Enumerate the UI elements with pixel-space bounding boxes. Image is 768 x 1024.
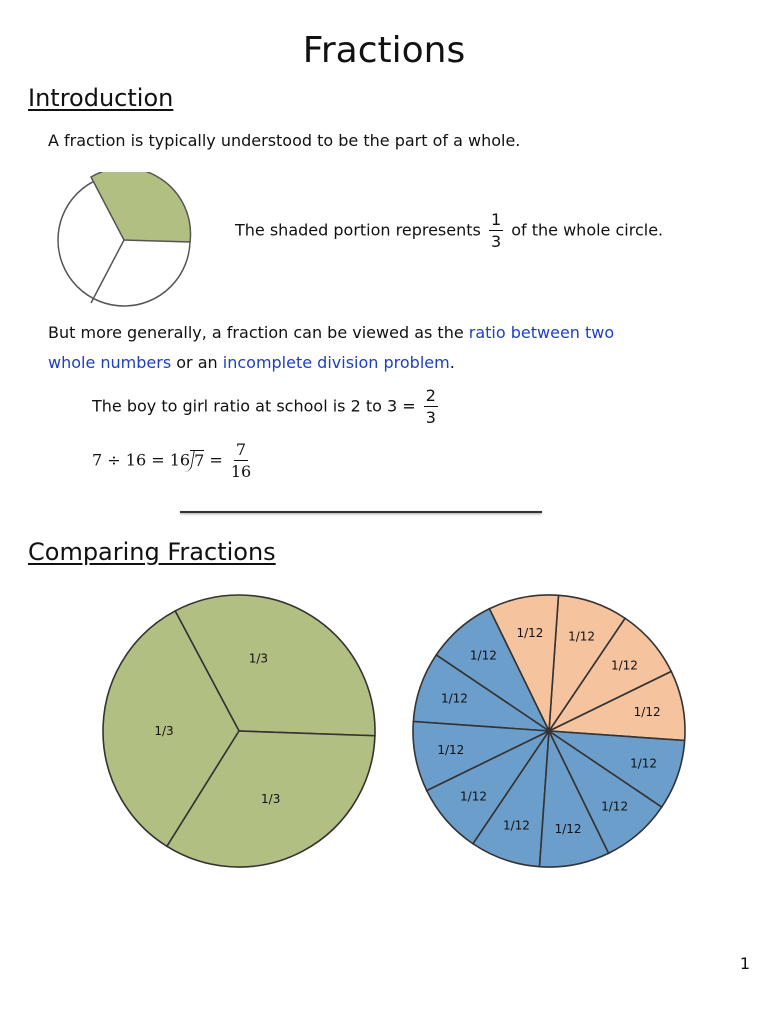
fraction-denominator: 3 <box>490 232 502 251</box>
shaded-portion-statement <box>235 212 663 250</box>
page-title: Fractions <box>302 30 466 71</box>
twelfth-label: 1/12 <box>610 658 638 673</box>
twelfth-label: 1/12 <box>554 822 582 837</box>
thirds-circle <box>98 590 380 872</box>
general-text-before: But more generally, a fraction can be viewed as the <box>48 323 464 342</box>
fraction-denominator: 16 <box>230 462 252 481</box>
division-phrase: incomplete division problem <box>222 353 450 372</box>
general-definition <box>48 318 648 378</box>
fraction-numerator: 1 <box>490 210 502 229</box>
general-text-end: . <box>449 353 455 372</box>
fraction-denominator: 3 <box>425 408 436 427</box>
introduction-heading: Introduction <box>28 84 174 112</box>
twelfth-label: 1/12 <box>630 756 658 771</box>
general-text-mid: or an <box>176 353 218 372</box>
third-label: 1/3 <box>154 724 174 738</box>
twelfth-label: 1/12 <box>516 625 544 640</box>
intro-sentence: A fraction is typically understood to be the part of a whole. <box>48 131 521 150</box>
comparing-heading: Comparing Fractions <box>28 538 276 566</box>
shaded-text-before: The shaded portion represents <box>235 220 481 240</box>
division-equals: = <box>209 450 223 470</box>
fraction-numerator: 2 <box>425 386 436 405</box>
ratio-phrase: ratio between two whole numbers <box>48 323 615 372</box>
twelfth-label: 1/12 <box>568 629 596 644</box>
shaded-text-after: of the whole circle. <box>511 220 664 240</box>
third-label: 1/3 <box>261 791 281 806</box>
twelfth-label: 1/12 <box>437 743 465 758</box>
page-number: 1 <box>739 954 750 973</box>
twelfth-label: 1/12 <box>502 818 530 833</box>
twelfth-label: 1/12 <box>460 789 488 804</box>
twelfths-circle <box>408 590 690 872</box>
fraction-numerator: 7 <box>235 440 247 459</box>
one-third-fraction <box>489 212 503 250</box>
third-label: 1/3 <box>248 651 269 666</box>
twelfth-label: 1/12 <box>469 648 497 663</box>
division-lhs: 7 ÷ 16 = 16 <box>92 450 191 470</box>
two-thirds-fraction <box>424 388 438 426</box>
twelfth-label: 1/12 <box>601 799 629 814</box>
twelfth-label: 1/12 <box>440 691 468 706</box>
division-dividend: 7 <box>190 450 204 470</box>
twelfth-label: 1/12 <box>633 704 661 719</box>
section-divider <box>180 511 542 513</box>
seven-sixteenths-fraction <box>231 442 251 480</box>
ratio-text: The boy to girl ratio at school is 2 to 3 = <box>92 396 416 416</box>
ratio-statement <box>92 388 441 426</box>
division-equation <box>92 442 254 480</box>
small-thirds-circle <box>54 172 196 308</box>
